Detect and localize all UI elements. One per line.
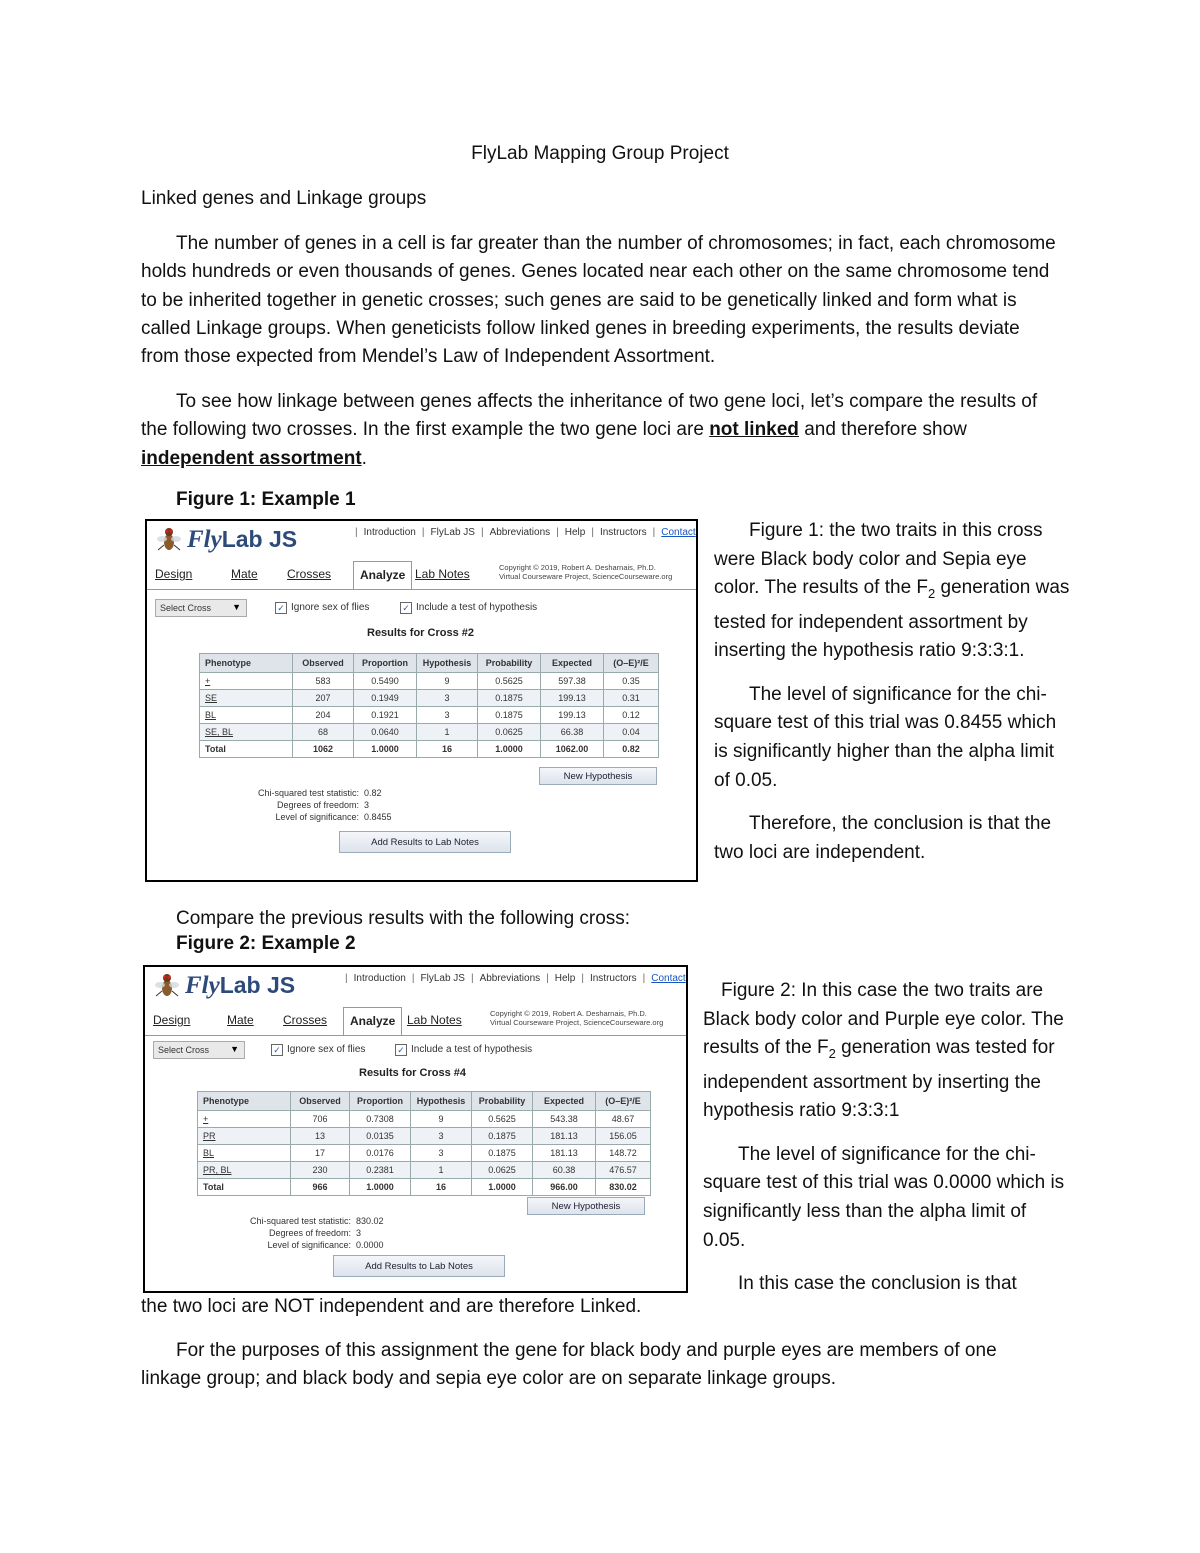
table-cell: 204 xyxy=(293,707,354,724)
add-results-button[interactable]: Add Results to Lab Notes xyxy=(339,831,511,853)
table-cell: 48.67 xyxy=(596,1111,651,1128)
table-cell: 9 xyxy=(411,1111,472,1128)
stat-label: Degrees of freedom: xyxy=(268,1228,351,1238)
test-hypothesis-label: Include a test of hypothesis xyxy=(416,602,538,613)
table-cell: 1 xyxy=(417,724,478,741)
column-header: Probability xyxy=(478,654,541,673)
table-cell: 0.7308 xyxy=(350,1111,411,1128)
table-cell: 0.5490 xyxy=(354,673,417,690)
top-link-contact[interactable]: Contact xyxy=(661,527,696,538)
table-cell: 0.1949 xyxy=(354,690,417,707)
stat-label: Level of significance: xyxy=(275,812,359,822)
column-header: Hypothesis xyxy=(417,654,478,673)
tab-3[interactable]: Analyze xyxy=(343,1007,402,1035)
table-row xyxy=(198,1145,651,1162)
top-nav-links: | Introduction | FlyLab JS | Abbreviations | Help | Instructors | Contact xyxy=(352,527,699,538)
table-cell: 0.5625 xyxy=(478,673,541,690)
figure1-caption-sub: 2 xyxy=(928,585,936,601)
table-cell: 476.57 xyxy=(596,1162,651,1179)
total-cell: 966.00 xyxy=(533,1179,596,1196)
figure1-caption-1b: generation was tested for independent assortment by inserting the hypothesis ratio 9:3:3:1. xyxy=(714,577,1070,662)
top-link-0[interactable]: Introduction xyxy=(363,527,416,538)
table-cell: 0.1875 xyxy=(478,690,541,707)
table-cell: 68 xyxy=(293,724,354,741)
column-header: (O–E)²/E xyxy=(604,654,659,673)
figure1-caption-1a: Figure 1: the two traits in this cross were Black body color and Sepia eye color. The results of the F xyxy=(714,520,1043,599)
table-cell: 3 xyxy=(417,690,478,707)
select-cross-label: Select Cross xyxy=(160,603,212,613)
top-link-3[interactable]: Help xyxy=(564,527,586,538)
table-cell: 0.0625 xyxy=(472,1162,533,1179)
select-cross-dropdown[interactable] xyxy=(155,599,247,617)
ignore-sex-checkbox[interactable] xyxy=(275,602,369,614)
figure2-flylab-screenshot xyxy=(143,965,688,1293)
table-cell: 597.38 xyxy=(541,673,604,690)
add-results-button[interactable]: Add Results to Lab Notes xyxy=(333,1255,505,1277)
table-cell: 0.1875 xyxy=(472,1145,533,1162)
comparison-text-3: . xyxy=(361,447,367,469)
top-nav-links: | Introduction | FlyLab JS | Abbreviations | Help | Instructors | Contact xyxy=(342,973,689,984)
ignore-sex-label: Ignore sex of flies xyxy=(287,1044,366,1055)
table-cell: 0.31 xyxy=(604,690,659,707)
table-cell: 0.1921 xyxy=(354,707,417,724)
tab-2[interactable]: Crosses xyxy=(283,1013,328,1027)
table-cell: 181.13 xyxy=(533,1145,596,1162)
comparison-text-1: To see how linkage between genes affects the inheritance of two gene loci, let’s compare the results of the following two crosses. In the first example the two gene loci are xyxy=(141,391,1038,441)
table-row xyxy=(198,1111,651,1128)
table-cell: 0.0135 xyxy=(350,1128,411,1145)
figure2-caption-continued: the two loci are NOT independent and are therefore Linked. xyxy=(141,1296,642,1317)
table-cell: 0.12 xyxy=(604,707,659,724)
stat-label: Chi-squared test statistic: xyxy=(257,788,359,798)
figure2-caption-sub: 2 xyxy=(828,1045,836,1061)
independent-assortment-emphasis: independent assortment xyxy=(141,447,362,469)
table-cell: 0.1875 xyxy=(478,707,541,724)
top-link-contact[interactable]: Contact xyxy=(651,973,686,984)
table-cell: 60.38 xyxy=(533,1162,596,1179)
figure1-caption-2: The level of significance for the chi-square test of this trial was 0.8455 which is significantly higher than the alpha limit of 0.05. xyxy=(714,683,1057,791)
figure1-flylab-screenshot xyxy=(145,519,698,882)
stat-value: 0.0000 xyxy=(356,1240,384,1250)
tab-1[interactable]: Mate xyxy=(231,567,258,581)
dropdown-arrow-icon: ▼ xyxy=(230,1044,239,1054)
chi-square-stats xyxy=(221,1215,384,1251)
total-cell: 1.0000 xyxy=(354,741,417,758)
column-header: Expected xyxy=(541,654,604,673)
figure2-heading: Figure 2: Example 2 xyxy=(176,933,356,954)
checkmark-icon: ✓ xyxy=(271,1044,283,1056)
copyright-line-1: Copyright © 2019, Robert A. Desharnais, Ph.D. xyxy=(499,563,656,572)
tab-4[interactable]: Lab Notes xyxy=(407,1013,462,1027)
total-cell: Total xyxy=(200,741,293,758)
table-row xyxy=(200,707,659,724)
table-total-row xyxy=(200,741,659,758)
logo-lab-js: Lab JS xyxy=(219,972,296,998)
comparison-text-2: and therefore show xyxy=(798,419,967,441)
table-cell: 66.38 xyxy=(541,724,604,741)
copyright-line-2: Virtual Courseware Project, ScienceCourseware.org xyxy=(499,572,673,581)
total-cell: 0.82 xyxy=(604,741,659,758)
results-title: Results for Cross #4 xyxy=(359,1067,466,1079)
table-cell: 199.13 xyxy=(541,707,604,724)
total-cell: 1.0000 xyxy=(478,741,541,758)
total-cell: 1062.00 xyxy=(541,741,604,758)
tab-4[interactable]: Lab Notes xyxy=(415,567,470,581)
copyright-line-2: Virtual Courseware Project, ScienceCourseware.org xyxy=(490,1018,664,1027)
total-cell: 16 xyxy=(411,1179,472,1196)
total-cell: 966 xyxy=(291,1179,350,1196)
table-cell: 0.0176 xyxy=(350,1145,411,1162)
new-hypothesis-button[interactable]: New Hypothesis xyxy=(539,767,657,785)
total-cell: 1062 xyxy=(293,741,354,758)
table-cell[interactable]: + xyxy=(200,673,293,690)
top-link-4[interactable]: Instructors xyxy=(599,527,647,538)
figure1-heading: Figure 1: Example 1 xyxy=(176,489,356,510)
table-cell: 1 xyxy=(411,1162,472,1179)
table-row xyxy=(198,1162,651,1179)
table-cell: 0.04 xyxy=(604,724,659,741)
table-cell: 0.5625 xyxy=(472,1111,533,1128)
stat-value: 830.02 xyxy=(356,1216,384,1226)
total-cell: Total xyxy=(198,1179,291,1196)
figure2-caption-1a: Figure 2: In this case the two traits are Black body color and Purple eye color. The results of the F xyxy=(703,980,1064,1059)
tab-0[interactable]: Design xyxy=(153,1013,191,1027)
top-link-0[interactable]: Introduction xyxy=(353,973,406,984)
compare-text: Compare the previous results with the following cross: xyxy=(176,908,631,929)
tab-2[interactable]: Crosses xyxy=(287,567,332,581)
table-cell[interactable]: PR, BL xyxy=(198,1162,291,1179)
checkmark-icon: ✓ xyxy=(395,1044,407,1056)
dropdown-arrow-icon: ▼ xyxy=(232,602,241,612)
table-cell[interactable]: + xyxy=(198,1111,291,1128)
figure2-caption-1 xyxy=(703,977,1068,1126)
select-cross-label: Select Cross xyxy=(158,1045,210,1055)
total-cell: 1.0000 xyxy=(350,1179,411,1196)
top-link-4[interactable]: Instructors xyxy=(589,973,637,984)
results-title: Results for Cross #2 xyxy=(367,627,474,639)
fruit-fly-icon xyxy=(155,971,179,999)
final-paragraph: For the purposes of this assignment the gene for black body and purple eyes are members of one linkage group; and black body and sepia eye color are on separate linkage groups. xyxy=(141,1340,997,1390)
top-link-3[interactable]: Help xyxy=(554,973,576,984)
table-cell: 148.72 xyxy=(596,1145,651,1162)
figure1-caption xyxy=(714,517,1074,882)
top-link-2[interactable]: Abbreviations xyxy=(479,973,541,984)
table-cell[interactable]: SE xyxy=(200,690,293,707)
logo-lab-js: Lab JS xyxy=(221,526,298,552)
ignore-sex-checkbox[interactable] xyxy=(271,1044,365,1056)
test-hypothesis-checkbox[interactable] xyxy=(400,602,537,614)
column-header: Proportion xyxy=(350,1092,411,1111)
tab-baseline xyxy=(147,589,696,590)
column-header: Observed xyxy=(291,1092,350,1111)
column-header: Observed xyxy=(293,654,354,673)
not-linked-emphasis: not linked xyxy=(709,419,799,441)
tab-1[interactable]: Mate xyxy=(227,1013,254,1027)
copyright-notice xyxy=(499,563,672,581)
figure2-caption-1b: generation was tested for independent assortment by inserting the hypothesis ratio 9:3:3:1 xyxy=(703,1037,1055,1122)
document-title: FlyLab Mapping Group Project xyxy=(471,143,729,164)
table-row xyxy=(200,673,659,690)
table-cell: 706 xyxy=(291,1111,350,1128)
stat-value: 3 xyxy=(356,1228,362,1238)
stat-label: Degrees of freedom: xyxy=(276,800,359,810)
checkmark-icon: ✓ xyxy=(400,602,412,614)
comparison-paragraph xyxy=(141,388,1061,473)
new-hypothesis-button[interactable]: New Hypothesis xyxy=(527,1197,645,1215)
copyright-notice xyxy=(490,1009,663,1027)
top-link-1[interactable]: FlyLab JS xyxy=(420,973,465,984)
intro-paragraph: The number of genes in a cell is far greater than the number of chromosomes; in fact, each chromosome holds hundreds or even thousands of genes. Genes located near each other on the same chromosome tend to be inherited together in genetic crosses; such genes are said to be genetically linked and form what is called Linkage groups. When geneticists follow linked genes in breeding experiments, the results deviate from those expected from Mendel’s Law of Independent Assortment. xyxy=(141,233,1056,368)
total-cell: 830.02 xyxy=(596,1179,651,1196)
table-cell[interactable]: SE, BL xyxy=(200,724,293,741)
table-cell: 3 xyxy=(411,1128,472,1145)
column-header: Hypothesis xyxy=(411,1092,472,1111)
table-header-row xyxy=(198,1092,651,1111)
table-header-row xyxy=(200,654,659,673)
column-header: Phenotype xyxy=(200,654,293,673)
table-cell: 583 xyxy=(293,673,354,690)
stat-value: 0.82 xyxy=(364,788,382,798)
top-link-1[interactable]: FlyLab JS xyxy=(430,527,475,538)
stat-value: 3 xyxy=(364,800,370,810)
column-header: Expected xyxy=(533,1092,596,1111)
table-cell: 0.0640 xyxy=(354,724,417,741)
total-cell: 16 xyxy=(417,741,478,758)
top-link-2[interactable]: Abbreviations xyxy=(489,527,551,538)
table-cell: 0.0625 xyxy=(478,724,541,741)
table-cell: 156.05 xyxy=(596,1128,651,1145)
table-row xyxy=(200,690,659,707)
table-cell: 3 xyxy=(417,707,478,724)
table-cell: 199.13 xyxy=(541,690,604,707)
total-cell: 1.0000 xyxy=(472,1179,533,1196)
figure2-caption-3: In this case the conclusion is that xyxy=(738,1273,1017,1295)
tab-baseline xyxy=(145,1035,686,1036)
table-cell: 230 xyxy=(291,1162,350,1179)
stat-value: 0.8455 xyxy=(364,812,392,822)
stat-label: Level of significance: xyxy=(267,1240,351,1250)
table-cell[interactable]: BL xyxy=(198,1145,291,1162)
table-cell: 543.38 xyxy=(533,1111,596,1128)
table-cell: 13 xyxy=(291,1128,350,1145)
test-hypothesis-checkbox[interactable] xyxy=(395,1044,532,1056)
table-cell: 181.13 xyxy=(533,1128,596,1145)
table-cell: 9 xyxy=(417,673,478,690)
logo-fly: Fly xyxy=(185,972,220,999)
figure2-caption xyxy=(703,977,1068,1314)
table-cell: 0.2381 xyxy=(350,1162,411,1179)
flylab-logo xyxy=(157,525,297,554)
results-table xyxy=(197,1091,651,1196)
table-cell: 3 xyxy=(411,1145,472,1162)
table-cell: 207 xyxy=(293,690,354,707)
flylab-logo xyxy=(155,971,295,1000)
tab-3[interactable]: Analyze xyxy=(353,561,412,589)
table-cell[interactable]: BL xyxy=(200,707,293,724)
checkmark-icon: ✓ xyxy=(275,602,287,614)
section-heading: Linked genes and Linkage groups xyxy=(141,188,427,209)
ignore-sex-label: Ignore sex of flies xyxy=(291,602,370,613)
stat-label: Chi-squared test statistic: xyxy=(249,1216,351,1226)
fruit-fly-icon xyxy=(157,525,181,553)
column-header: Proportion xyxy=(354,654,417,673)
table-total-row xyxy=(198,1179,651,1196)
column-header: Probability xyxy=(472,1092,533,1111)
table-row xyxy=(198,1128,651,1145)
table-cell: 0.35 xyxy=(604,673,659,690)
tab-0[interactable]: Design xyxy=(155,567,193,581)
results-table xyxy=(199,653,659,758)
figure2-caption-2: The level of significance for the chi-square test of this trial was 0.0000 which is significantly less than the alpha limit of 0.05. xyxy=(703,1143,1065,1251)
select-cross-dropdown[interactable] xyxy=(153,1041,245,1059)
table-row xyxy=(200,724,659,741)
table-cell: 17 xyxy=(291,1145,350,1162)
table-cell: 0.1875 xyxy=(472,1128,533,1145)
logo-fly: Fly xyxy=(187,526,222,553)
column-header: (O–E)²/E xyxy=(596,1092,651,1111)
figure1-caption-1 xyxy=(714,517,1074,666)
copyright-line-1: Copyright © 2019, Robert A. Desharnais, Ph.D. xyxy=(490,1009,647,1018)
column-header: Phenotype xyxy=(198,1092,291,1111)
figure1-caption-3: Therefore, the conclusion is that the two loci are independent. xyxy=(714,813,1052,863)
test-hypothesis-label: Include a test of hypothesis xyxy=(411,1044,533,1055)
chi-square-stats xyxy=(229,787,392,823)
table-cell[interactable]: PR xyxy=(198,1128,291,1145)
